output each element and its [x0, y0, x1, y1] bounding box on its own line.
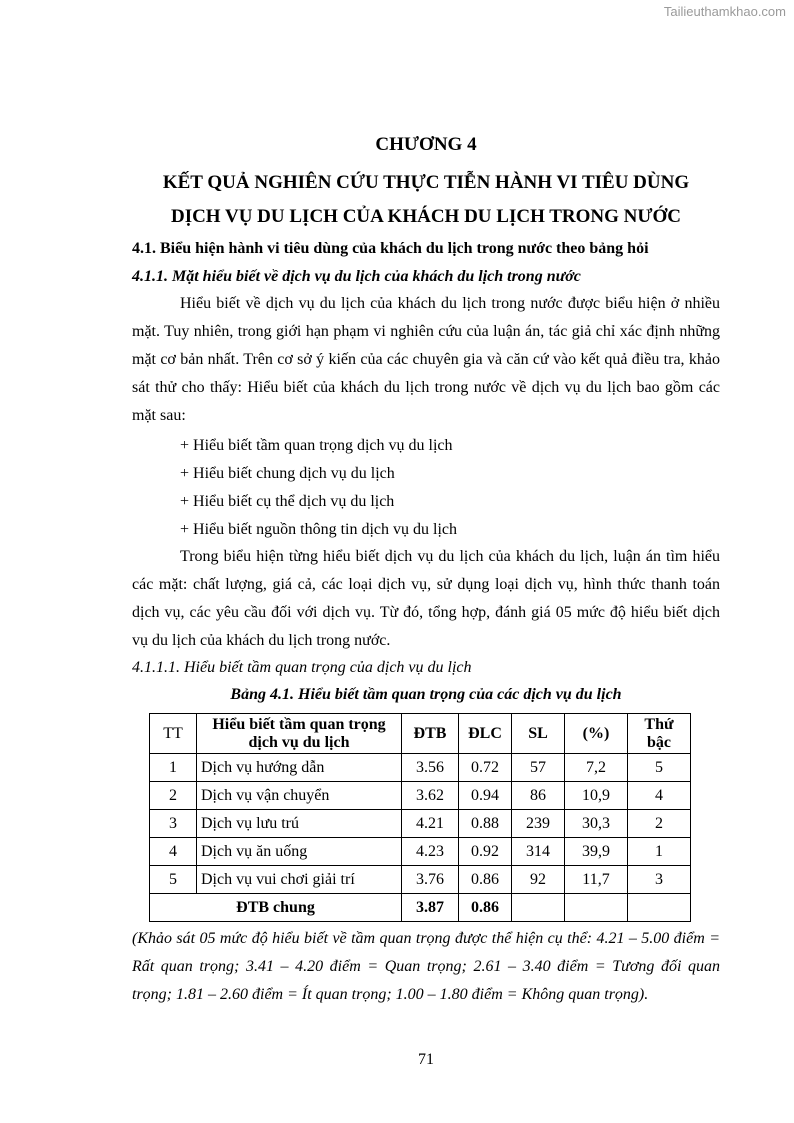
- table-caption: Bảng 4.1. Hiểu biết tầm quan trọng của các dịch vụ du lịch: [230, 686, 622, 703]
- paragraph-aspects: Trong biểu hiện từng hiểu biết dịch vụ du lịch của khách du lịch, luận án tìm hiểu các mặt: chất lượng, giá cả, các loại dịch vụ, sử dụng loại dịch vụ, hình thức thanh toán dịch vụ, các yêu cầu đối với dịch vụ. Từ đó, tổng hợp, đánh giá 05 mức độ hiểu biết dịch vụ du lịch của khách du lịch trong nước.: [132, 548, 720, 649]
- total-label: ĐTB chung: [150, 894, 402, 922]
- cell-tt: 5: [150, 866, 197, 894]
- cell-rank: 4: [628, 782, 691, 810]
- chapter-title: [112, 166, 740, 234]
- cell-rank: 3: [628, 866, 691, 894]
- cell-rank: 2: [628, 810, 691, 838]
- cell-dtb: 3.62: [402, 782, 459, 810]
- chapter-title-line-1: KẾT QUẢ NGHIÊN CỨU THỰC TIỄN HÀNH VI TIÊU DÙNG: [162, 172, 690, 193]
- total-dtb: 3.87: [402, 894, 459, 922]
- header-sl: SL: [512, 714, 565, 754]
- cell-dtb: 3.76: [402, 866, 459, 894]
- cell-percent: 39,9: [565, 838, 628, 866]
- cell-dtb: 4.21: [402, 810, 459, 838]
- cell-sl: 239: [512, 810, 565, 838]
- cell-sl: 92: [512, 866, 565, 894]
- empty-cell: [565, 894, 628, 922]
- page-number: 71: [418, 1051, 434, 1068]
- table-row: [150, 782, 691, 810]
- section-heading-4-1: 4.1. Biểu hiện hành vi tiêu dùng của khách du lịch trong nước theo bảng hỏi: [132, 240, 649, 257]
- header-percent: (%): [565, 714, 628, 754]
- table-row: [150, 838, 691, 866]
- cell-rank: 5: [628, 754, 691, 782]
- bullet-item: + Hiểu biết nguồn thông tin dịch vụ du lịch: [180, 521, 457, 538]
- cell-item: Dịch vụ lưu trú: [197, 810, 402, 838]
- cell-item: Dịch vụ ăn uống: [197, 838, 402, 866]
- table-row: [150, 866, 691, 894]
- table-row: [150, 810, 691, 838]
- cell-tt: 1: [150, 754, 197, 782]
- cell-tt: 4: [150, 838, 197, 866]
- empty-cell: [512, 894, 565, 922]
- cell-dtb: 4.23: [402, 838, 459, 866]
- paragraph-intro: Hiểu biết về dịch vụ du lịch của khách du lịch trong nước được biểu hiện ở nhiều mặt. Tuy nhiên, trong giới hạn phạm vi nghiên cứu của luận án, tác giả chỉ xác định những mặt cơ bản nhất. Trên cơ sở ý kiến của các chuyên gia và căn cứ vào kết quả điều tra, khảo sát thử cho thấy: Hiểu biết của khách du lịch trong nước về dịch vụ du lịch bao gồm các mặt sau:: [132, 295, 720, 424]
- chapter-title-line-2: DỊCH VỤ DU LỊCH CỦA KHÁCH DU LỊCH TRONG NƯỚC: [170, 206, 682, 227]
- header-dtb: ĐTB: [402, 714, 459, 754]
- table-row: [150, 754, 691, 782]
- bullet-list: [180, 432, 457, 544]
- cell-sl: 57: [512, 754, 565, 782]
- bullet-item: + Hiểu biết cụ thể dịch vụ du lịch: [180, 493, 395, 510]
- cell-item: Dịch vụ vận chuyển: [197, 782, 402, 810]
- cell-dlc: 0.86: [459, 866, 512, 894]
- cell-dtb: 3.56: [402, 754, 459, 782]
- cell-sl: 86: [512, 782, 565, 810]
- cell-percent: 30,3: [565, 810, 628, 838]
- cell-dlc: 0.72: [459, 754, 512, 782]
- cell-dlc: 0.94: [459, 782, 512, 810]
- empty-cell: [628, 894, 691, 922]
- cell-percent: 10,9: [565, 782, 628, 810]
- bullet-item: + Hiểu biết chung dịch vụ du lịch: [180, 465, 395, 482]
- cell-item: Dịch vụ vui chơi giải trí: [197, 866, 402, 894]
- header-rank: Thứ bậc: [628, 714, 691, 754]
- cell-item: Dịch vụ hướng dẫn: [197, 754, 402, 782]
- watermark: Tailieuthamkhao.com: [663, 4, 786, 19]
- chapter-number: CHƯƠNG 4: [375, 134, 477, 155]
- cell-dlc: 0.88: [459, 810, 512, 838]
- total-dlc: 0.86: [459, 894, 512, 922]
- section-heading-4-1-1-1: 4.1.1.1. Hiểu biết tầm quan trọng của dịch vụ du lịch: [132, 659, 472, 676]
- cell-rank: 1: [628, 838, 691, 866]
- cell-tt: 3: [150, 810, 197, 838]
- header-item: Hiểu biết tầm quan trọng dịch vụ du lịch: [197, 714, 402, 754]
- cell-sl: 314: [512, 838, 565, 866]
- table-header-row: [150, 714, 691, 754]
- header-dlc: ĐLC: [459, 714, 512, 754]
- bullet-item: + Hiểu biết tầm quan trọng dịch vụ du lịch: [180, 437, 453, 454]
- cell-dlc: 0.92: [459, 838, 512, 866]
- header-tt: TT: [150, 714, 197, 754]
- section-heading-4-1-1: 4.1.1. Mặt hiểu biết về dịch vụ du lịch của khách du lịch trong nước: [132, 268, 581, 285]
- cell-percent: 11,7: [565, 866, 628, 894]
- data-table: [149, 713, 691, 922]
- cell-tt: 2: [150, 782, 197, 810]
- cell-percent: 7,2: [565, 754, 628, 782]
- table-total-row: [150, 894, 691, 922]
- survey-note: (Khảo sát 05 mức độ hiểu biết về tầm quan trọng được thể hiện cụ thể: 4.21 – 5.00 điểm = Rất quan trọng; 3.41 – 4.20 điểm = Quan trọng; 2.61 – 3.40 điểm = Tương đối quan trọng; 1.81 – 2.60 điểm = Ít quan trọng; 1.00 – 1.80 điểm = Không quan trọng).: [132, 930, 720, 1003]
